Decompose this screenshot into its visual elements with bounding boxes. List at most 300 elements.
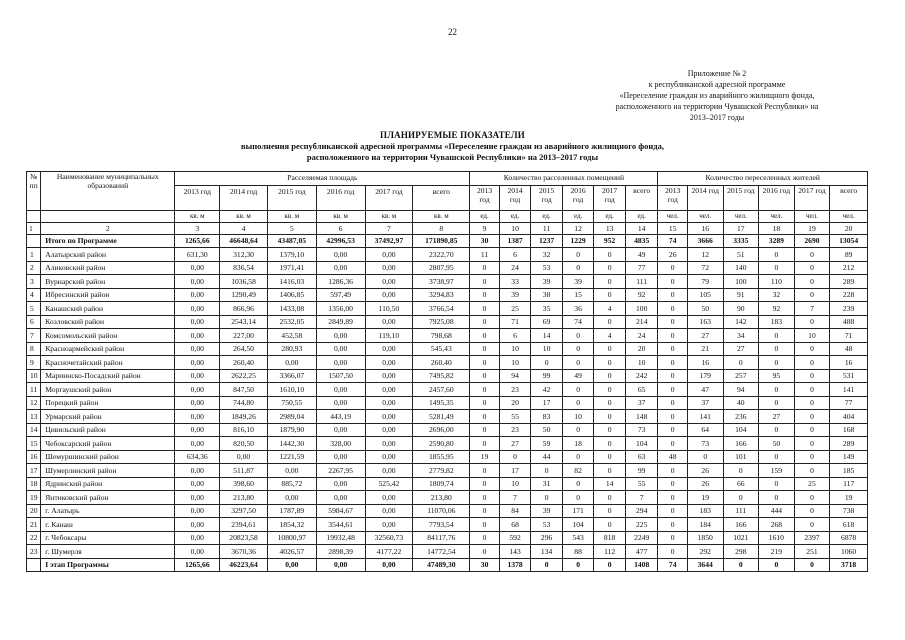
value-cell: 0 [470, 302, 499, 316]
row-number: 14 [27, 423, 41, 437]
value-cell: 525,42 [365, 477, 413, 491]
value-cell: 30 [470, 234, 499, 248]
value-cell: 69 [531, 315, 563, 329]
value-cell: 952 [594, 234, 626, 248]
value-cell: 141 [830, 383, 868, 397]
value-cell: 0 [658, 504, 687, 518]
value-cell: 185 [830, 464, 868, 478]
value-cell: 30 [470, 558, 499, 572]
units-empty [27, 210, 41, 222]
document-title: ПЛАНИРУЕМЫЕ ПОКАЗАТЕЛИ [380, 130, 525, 140]
value-cell: 92 [759, 302, 795, 316]
value-cell: 0 [594, 518, 626, 532]
value-cell: 35 [531, 302, 563, 316]
value-cell: 0 [594, 410, 626, 424]
value-cell: 83 [531, 410, 563, 424]
value-cell: 0 [531, 558, 563, 572]
value-cell: 117 [830, 477, 868, 491]
value-cell: 0 [562, 342, 594, 356]
header-municipality: Наименование муниципальных образований [41, 172, 175, 211]
header-rooms-year: 2017 год [594, 185, 626, 210]
table-row [27, 437, 868, 451]
value-cell: 5281,49 [413, 410, 470, 424]
value-cell: 94 [499, 369, 531, 383]
header-area: Расселяемая площадь [175, 172, 470, 186]
value-cell: 0 [470, 531, 499, 545]
value-cell: 1408 [625, 558, 658, 572]
value-cell: 110,50 [365, 302, 413, 316]
value-cell: 0,00 [365, 288, 413, 302]
value-cell: 0 [794, 342, 830, 356]
value-cell: 0,00 [175, 315, 220, 329]
value-cell: 2590,80 [413, 437, 470, 451]
value-cell: 3738,97 [413, 275, 470, 289]
value-cell: 0,00 [365, 423, 413, 437]
row-number: 2 [27, 261, 41, 275]
value-cell: 0,00 [365, 356, 413, 370]
table-row [27, 410, 868, 424]
value-cell: 236 [723, 410, 759, 424]
units-row [27, 210, 868, 222]
value-cell: 39 [562, 275, 594, 289]
table-row [27, 275, 868, 289]
value-cell: 531 [830, 369, 868, 383]
value-cell: 10 [499, 356, 531, 370]
table-row [27, 383, 868, 397]
value-cell: 1971,41 [267, 261, 316, 275]
value-cell: 0 [759, 396, 795, 410]
value-cell: 0 [658, 383, 687, 397]
value-cell: 119,10 [365, 329, 413, 343]
value-cell: 0 [759, 261, 795, 275]
value-cell: 452,58 [267, 329, 316, 343]
value-cell: 0,00 [175, 545, 220, 559]
value-cell: 0 [531, 491, 563, 505]
value-cell: 110 [759, 275, 795, 289]
value-cell: 545,43 [413, 342, 470, 356]
total-row [27, 234, 868, 248]
value-cell: 0 [470, 437, 499, 451]
value-cell: 280,93 [267, 342, 316, 356]
value-cell: 112 [594, 545, 626, 559]
value-cell: 49 [562, 369, 594, 383]
table-row [27, 288, 868, 302]
value-cell: 0,00 [316, 450, 365, 464]
value-cell: 0 [470, 275, 499, 289]
value-cell: 0 [470, 410, 499, 424]
value-cell: 7925,08 [413, 315, 470, 329]
unit-cell: ед. [594, 210, 626, 222]
value-cell: 0 [759, 356, 795, 370]
unit-cell: ед. [470, 210, 499, 222]
value-cell: 0 [794, 275, 830, 289]
value-cell: 0 [470, 342, 499, 356]
column-number: 16 [687, 222, 723, 234]
header-rooms-year: 2014 год [499, 185, 531, 210]
value-cell: 0 [759, 329, 795, 343]
table-row [27, 423, 868, 437]
value-cell: 0 [759, 558, 795, 572]
unit-cell: кв. м [175, 210, 220, 222]
value-cell: 289 [830, 437, 868, 451]
value-cell: 0 [759, 248, 795, 262]
value-cell: 7 [499, 491, 531, 505]
value-cell: 46223,64 [220, 558, 268, 572]
column-number: 10 [499, 222, 531, 234]
row-number: 20 [27, 504, 41, 518]
value-cell: 21 [687, 342, 723, 356]
value-cell: 6 [499, 248, 531, 262]
value-cell: 0 [470, 423, 499, 437]
value-cell: 0 [794, 356, 830, 370]
value-cell: 31 [531, 477, 563, 491]
value-cell: 1286,36 [316, 275, 365, 289]
units-empty [41, 210, 175, 222]
value-cell: 0,00 [316, 248, 365, 262]
appendix-note [567, 68, 867, 123]
value-cell: 4 [594, 302, 626, 316]
value-cell: 24 [625, 329, 658, 343]
value-cell: 142 [723, 315, 759, 329]
value-cell: 289 [830, 275, 868, 289]
value-cell: 23 [499, 383, 531, 397]
row-number: 3 [27, 275, 41, 289]
value-cell: 631,30 [175, 248, 220, 262]
unit-cell: кв. м [267, 210, 316, 222]
value-cell: 0,00 [316, 261, 365, 275]
value-cell: 1854,32 [267, 518, 316, 532]
table-header [27, 172, 868, 211]
value-cell: 3335 [723, 234, 759, 248]
value-cell: 0 [794, 383, 830, 397]
column-number: 15 [658, 222, 687, 234]
header-people-year: 2013 год [658, 185, 687, 210]
row-number: 19 [27, 491, 41, 505]
value-cell: 184 [687, 518, 723, 532]
value-cell: 0,00 [365, 410, 413, 424]
value-cell: 0 [759, 423, 795, 437]
municipality-name: Ибресинский район [41, 288, 175, 302]
value-cell: 1850 [687, 531, 723, 545]
value-cell: 213,80 [220, 491, 268, 505]
row-number [27, 558, 41, 572]
table-row [27, 248, 868, 262]
value-cell: 0,00 [175, 261, 220, 275]
value-cell: 634,36 [175, 450, 220, 464]
row-number: 9 [27, 356, 41, 370]
row-number [27, 234, 41, 248]
row-number: 5 [27, 302, 41, 316]
value-cell: 10 [499, 342, 531, 356]
unit-cell: ед. [499, 210, 531, 222]
municipality-name: Шемуршинский район [41, 450, 175, 464]
value-cell: 74 [562, 315, 594, 329]
municipality-name: I этап Программы [41, 558, 175, 572]
value-cell: 0,00 [175, 423, 220, 437]
value-cell: 264,50 [220, 342, 268, 356]
value-cell: 0,00 [316, 477, 365, 491]
value-cell: 34 [723, 329, 759, 343]
unit-cell: кв. м [220, 210, 268, 222]
value-cell: 0,00 [267, 464, 316, 478]
value-cell: 0 [794, 248, 830, 262]
value-cell: 18 [562, 437, 594, 451]
column-number: 11 [531, 222, 563, 234]
value-cell: 0 [470, 396, 499, 410]
value-cell: 213,80 [413, 491, 470, 505]
value-cell: 166 [723, 437, 759, 451]
header-area-year: 2016 год [316, 185, 365, 210]
value-cell: 15 [562, 288, 594, 302]
value-cell: 0 [794, 450, 830, 464]
value-cell: 225 [625, 518, 658, 532]
value-cell: 104 [723, 423, 759, 437]
value-cell: 94 [723, 383, 759, 397]
value-cell: 179 [687, 369, 723, 383]
value-cell: 19932,48 [316, 531, 365, 545]
value-cell: 2249 [625, 531, 658, 545]
value-cell: 0 [658, 531, 687, 545]
page-number: 22 [448, 27, 457, 37]
value-cell: 1809,74 [413, 477, 470, 491]
value-cell: 1495,35 [413, 396, 470, 410]
value-cell: 74 [658, 558, 687, 572]
value-cell: 39 [499, 288, 531, 302]
value-cell: 597,49 [316, 288, 365, 302]
value-cell: 20 [499, 396, 531, 410]
value-cell: 404 [830, 410, 868, 424]
value-cell: 0,00 [267, 558, 316, 572]
value-cell: 0 [562, 491, 594, 505]
header-area-year: 2017 год [365, 185, 413, 210]
value-cell: 2267,95 [316, 464, 365, 478]
value-cell: 0,00 [175, 288, 220, 302]
value-cell: 219 [759, 545, 795, 559]
value-cell: 0 [594, 396, 626, 410]
unit-cell: чел. [723, 210, 759, 222]
value-cell: 2532,05 [267, 315, 316, 329]
value-cell: 0 [562, 248, 594, 262]
header-area-year: 2013 год [175, 185, 220, 210]
value-cell: 0 [794, 315, 830, 329]
value-cell: 0 [470, 315, 499, 329]
value-cell: 0 [594, 450, 626, 464]
header-rooms-year: 2016 год [562, 185, 594, 210]
value-cell: 1387 [499, 234, 531, 248]
value-cell: 0 [594, 491, 626, 505]
header-area-year: всего [413, 185, 470, 210]
value-cell: 17 [531, 396, 563, 410]
row-number: 12 [27, 396, 41, 410]
table-row [27, 491, 868, 505]
value-cell: 0 [658, 369, 687, 383]
value-cell: 738 [830, 504, 868, 518]
value-cell: 618 [830, 518, 868, 532]
value-cell: 3718 [830, 558, 868, 572]
value-cell: 4 [594, 329, 626, 343]
value-cell: 10 [794, 329, 830, 343]
value-cell: 32560,73 [365, 531, 413, 545]
value-cell: 19 [687, 491, 723, 505]
value-cell: 260,40 [220, 356, 268, 370]
value-cell: 3670,36 [220, 545, 268, 559]
appendix-line: «Переселение граждан из аварийного жилищного фонда, [619, 91, 815, 100]
row-number: 21 [27, 518, 41, 532]
value-cell: 10 [562, 410, 594, 424]
municipality-name: г. Канаш [41, 518, 175, 532]
value-cell: 847,50 [220, 383, 268, 397]
municipality-name: Красноармейский район [41, 342, 175, 356]
value-cell: 1378 [499, 558, 531, 572]
column-number: 2 [41, 222, 175, 234]
value-cell: 63 [625, 450, 658, 464]
value-cell: 2898,39 [316, 545, 365, 559]
value-cell: 3297,50 [220, 504, 268, 518]
value-cell: 0 [723, 491, 759, 505]
row-number: 15 [27, 437, 41, 451]
value-cell: 488 [830, 315, 868, 329]
row-number: 23 [27, 545, 41, 559]
table-row [27, 545, 868, 559]
row-number: 18 [27, 477, 41, 491]
value-cell: 26 [658, 248, 687, 262]
value-cell: 0 [658, 423, 687, 437]
value-cell: 866,96 [220, 302, 268, 316]
value-cell: 79 [687, 275, 723, 289]
value-cell: 0,00 [365, 518, 413, 532]
value-cell: 0 [658, 410, 687, 424]
value-cell: 10800,97 [267, 531, 316, 545]
value-cell: 2397 [794, 531, 830, 545]
value-cell: 0 [794, 464, 830, 478]
value-cell: 0 [594, 342, 626, 356]
value-cell: 53 [531, 518, 563, 532]
value-cell: 0 [794, 423, 830, 437]
value-cell: 37492,97 [365, 234, 413, 248]
unit-cell: ед. [625, 210, 658, 222]
value-cell: 0 [562, 329, 594, 343]
value-cell: 0 [470, 369, 499, 383]
value-cell: 0,00 [175, 275, 220, 289]
header-people: Количество переселенных жителей [658, 172, 868, 186]
value-cell: 77 [625, 261, 658, 275]
value-cell: 0 [658, 491, 687, 505]
value-cell: 0 [658, 342, 687, 356]
value-cell: 65 [625, 383, 658, 397]
value-cell: 91 [723, 288, 759, 302]
value-cell: 99 [625, 464, 658, 478]
row-number: 6 [27, 315, 41, 329]
value-cell: 0 [594, 356, 626, 370]
value-cell: 228 [830, 288, 868, 302]
value-cell: 0 [794, 369, 830, 383]
value-cell: 1855,95 [413, 450, 470, 464]
value-cell: 68 [499, 518, 531, 532]
value-cell: 14 [594, 477, 626, 491]
stage-total-row [27, 558, 868, 572]
value-cell: 0 [658, 545, 687, 559]
value-cell: 312,30 [220, 248, 268, 262]
indicators-table [26, 171, 868, 572]
value-cell: 543 [562, 531, 594, 545]
value-cell: 328,00 [316, 437, 365, 451]
value-cell: 19 [830, 491, 868, 505]
document-heading [0, 130, 905, 163]
value-cell: 16 [830, 356, 868, 370]
table-row [27, 477, 868, 491]
value-cell: 42 [531, 383, 563, 397]
value-cell: 477 [625, 545, 658, 559]
value-cell: 10 [625, 356, 658, 370]
value-cell: 298 [723, 545, 759, 559]
value-cell: 0 [470, 504, 499, 518]
value-cell: 47489,30 [413, 558, 470, 572]
value-cell: 71 [830, 329, 868, 343]
header-area-year: 2014 год [220, 185, 268, 210]
value-cell: 0 [658, 437, 687, 451]
value-cell: 3644 [687, 558, 723, 572]
value-cell: 5984,67 [316, 504, 365, 518]
table-row [27, 531, 868, 545]
value-cell: 37 [687, 396, 723, 410]
value-cell: 24 [499, 261, 531, 275]
value-cell: 0 [470, 329, 499, 343]
value-cell: 1433,08 [267, 302, 316, 316]
unit-cell: ед. [562, 210, 594, 222]
value-cell: 0,00 [365, 248, 413, 262]
header-people-year: 2016 год [759, 185, 795, 210]
value-cell: 39 [531, 275, 563, 289]
value-cell: 77 [830, 396, 868, 410]
value-cell: 0,00 [316, 558, 365, 572]
municipality-name: Ядринский район [41, 477, 175, 491]
unit-cell: чел. [759, 210, 795, 222]
value-cell: 0 [687, 450, 723, 464]
table-row [27, 369, 868, 383]
value-cell: 0 [594, 383, 626, 397]
value-cell: 104 [562, 518, 594, 532]
value-cell: 14 [531, 329, 563, 343]
value-cell: 33 [499, 275, 531, 289]
value-cell: 0 [658, 464, 687, 478]
value-cell: 90 [723, 302, 759, 316]
value-cell: 0,00 [365, 396, 413, 410]
municipality-name: Красночетайский район [41, 356, 175, 370]
value-cell: 0 [470, 491, 499, 505]
value-cell: 148 [625, 410, 658, 424]
header-people-year: 2017 год [794, 185, 830, 210]
table-body [27, 210, 868, 572]
table-row [27, 518, 868, 532]
value-cell: 251 [794, 545, 830, 559]
value-cell: 0,00 [365, 369, 413, 383]
header-area-year: 2015 год [267, 185, 316, 210]
value-cell: 0 [658, 396, 687, 410]
municipality-name: Итого по Программе [41, 234, 175, 248]
value-cell: 16 [687, 356, 723, 370]
municipality-name: Порецкий район [41, 396, 175, 410]
value-cell: 820,50 [220, 437, 268, 451]
value-cell: 3366,07 [267, 369, 316, 383]
value-cell: 239 [830, 302, 868, 316]
column-number: 14 [625, 222, 658, 234]
value-cell: 292 [687, 545, 723, 559]
value-cell: 20 [625, 342, 658, 356]
column-number: 4 [220, 222, 268, 234]
value-cell: 0,00 [175, 410, 220, 424]
value-cell: 0,00 [175, 302, 220, 316]
value-cell: 0 [594, 369, 626, 383]
